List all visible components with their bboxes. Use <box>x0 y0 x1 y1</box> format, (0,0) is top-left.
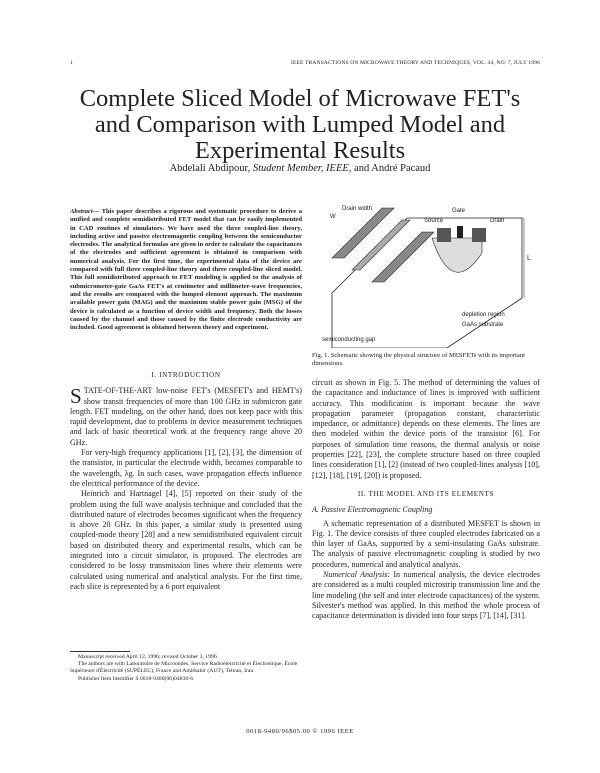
drain-electrode <box>372 232 434 282</box>
drain-pad <box>472 228 486 242</box>
page-number: 1 <box>70 60 73 66</box>
footnote-affiliation: The authors are with Laboratoire de Microondes, Service Radioélectricité et Électronique, École Supérieure d'Électricité (SUPÉLEC), France and Amirkabir (AUT), Tehran, Iran. <box>70 661 298 675</box>
section-heading-intro: I. INTRODUCTION <box>151 371 221 379</box>
author-1-role: Student Member, IEEE, <box>252 163 352 174</box>
source-pad <box>437 228 451 242</box>
label-drain-width: Drain width <box>342 206 373 212</box>
abstract <box>70 208 302 332</box>
abstract-text: This paper describes a rigorous and systematic procedure to derive a unified and complete semidistributed FET model that can be easily implemented in CAD routines of simulators. We have used the three coupled-line theory, including active and passive electromagnetic coupling between the semiconductor electrodes. The analytical formulas are given in order to calculate the capacitances of the electrodes and sufficient agreement is obtained in comparison with numerical analysis. For the first time, the experimental data of the device are compared with full three coupled-line theory and three coupled-line sliced model. This full semidistributed approach to FET modeling is applied to the analysis of submicrometer-gate GaAs FET's at centimeter and millimeter-wave frequencies, and the results are compared with the lumped element approach. The maximum available power gain (MAG) and the maximum stable power gain (MSG) of the device is calculated as a function of device width and frequency. Both the losses caused by the channel and those caused by the finite electrode conductivity are included. Good agreement is obtained between theory and experiment. <box>70 208 302 332</box>
section-heading-model: II. THE MODEL AND ITS ELEMENTS <box>357 489 495 498</box>
author-2: André Pacaud <box>371 163 431 174</box>
gate-finger <box>457 226 463 238</box>
label-W: W <box>330 214 336 220</box>
caption-label: Fig. 1. <box>312 352 330 359</box>
paper-title: Complete Sliced Model of Microwave FET's and Comparison with Lumped Model and Experimental Results <box>79 85 521 164</box>
author-1: Abdelali Abdipour, <box>169 163 251 174</box>
subsection-heading: A. Passive Electromagnetic Coupling <box>312 505 433 515</box>
author-line <box>60 163 540 174</box>
numerical-analysis-label: Numerical Analysis: <box>323 570 391 580</box>
figure-1 <box>312 198 540 348</box>
drop-cap: S <box>70 384 82 409</box>
copyright-footer: 0018-9480/96$05.00 © 1996 IEEE <box>246 728 354 735</box>
left-column <box>70 370 302 592</box>
footnote-rule <box>70 651 130 652</box>
right-paragraph-1: circuit as shown in Fig. 5. The method of determining the values of the capacitance and inductance of lines is improved with sufficient accuracy. This modification is important because the wave propagation parameter (propagation constant, characteristic impedance, or admittance) depends on these elements. The lines are then modeled within the device ports of the transistor [6]. For purposes of simulation time reasons, the thermal analysis or noise properties [22], [23], the complete structure based on three coupled lines consideration [1], [2] (instead of two coupled-lines analysis [10], [12], [18], [19], [20]) is proposed. <box>312 378 540 480</box>
label-semi: semiconducting gap <box>322 337 376 343</box>
figure-caption <box>312 352 540 368</box>
abstract-label: Abstract— <box>70 208 100 215</box>
caption-text: Schematic showing the physical structure of MESFETs with its important dimensions. <box>312 352 525 368</box>
intro-paragraph-2: For very-high frequency applications [1], [2], [3], the dimension of the transistor, in particular the electrode width, becomes comparable to the wavelength, λg. In such cases, wave propagation effects influence the electrical performance of the device. <box>70 448 302 488</box>
depletion-region-shape <box>432 238 482 272</box>
label-gate: Gate <box>452 208 466 214</box>
mesfet-schematic <box>312 198 540 348</box>
label-L: L <box>527 255 531 262</box>
source-electrode <box>332 208 394 258</box>
journal-name: IEEE TRANSACTIONS ON MICROWAVE THEORY AND TECHNIQUES, VOL. 44, NO. 7, JULY 1996 <box>291 60 540 66</box>
label-substrate: GaAs substrate <box>462 322 504 328</box>
right-column <box>312 378 540 622</box>
label-depletion: depletion region <box>462 312 505 318</box>
author-and: and <box>354 163 370 174</box>
right-paragraph-3: Numerical Analysis: In numerical analysis, the device electrodes are considered as a multi coupled microstrip transmission line and the line modeling (the self and inter electrode capacitances) of the system. Silvester's method was applied. In this method the whole process of capacitance determination is divided into four steps [7], [14], [31]. <box>312 570 540 621</box>
label-drain: Drain <box>490 218 505 224</box>
right-paragraph-2: A schematic representation of a distributed MESFET is shown in Fig. 1. The device consists of three coupled electrodes fabricated on a thin layer of GaAs, supported by a semi-insulating GaAs substrate. The analysis of passive electromagnetic coupling is studied by two procedures, numerical and analytical analysis. <box>312 518 540 569</box>
label-source: Source <box>424 218 444 224</box>
footnote <box>70 651 302 683</box>
footnote-identifier: Publisher Item Identifier S 0018-9480(96)04830-6. <box>78 675 195 682</box>
footnote-received: Manuscript received April 12, 1996; revised October 3, 1996. <box>78 654 219 660</box>
intro-paragraph-1: STATE-OF-THE-ART low-noise FET's (MESFET's and HEMT's) show transit frequencies of more than 100 GHz in submicron gate length. FET modeling, on the other hand, does not keep pace with this rapid development, due to problems in device measurement techniques and lack of basic theoretical work at the frequency range above 20 GHz. <box>70 384 302 447</box>
intro-paragraph-3: Heinrich and Hartnagel [4], [5] reported on their study of the problem using the full wave analysis technique and concluded that the distributed nature of electrodes becomes significant when the frequency is above 20 GHz. In this paper, a similar study is presented using coupled-mode theory [28] and a new semidistributed equivalent circuit based on distributed theory and experimental results, which can be integrated into a circuit simulator, is proposed. The electrodes are considered to be lossy transmission lines where their elements were calculated using numerical and analytical analysis. For the first time, each slice is represented by a 6 port equivalent <box>70 489 302 591</box>
running-header <box>70 60 540 72</box>
